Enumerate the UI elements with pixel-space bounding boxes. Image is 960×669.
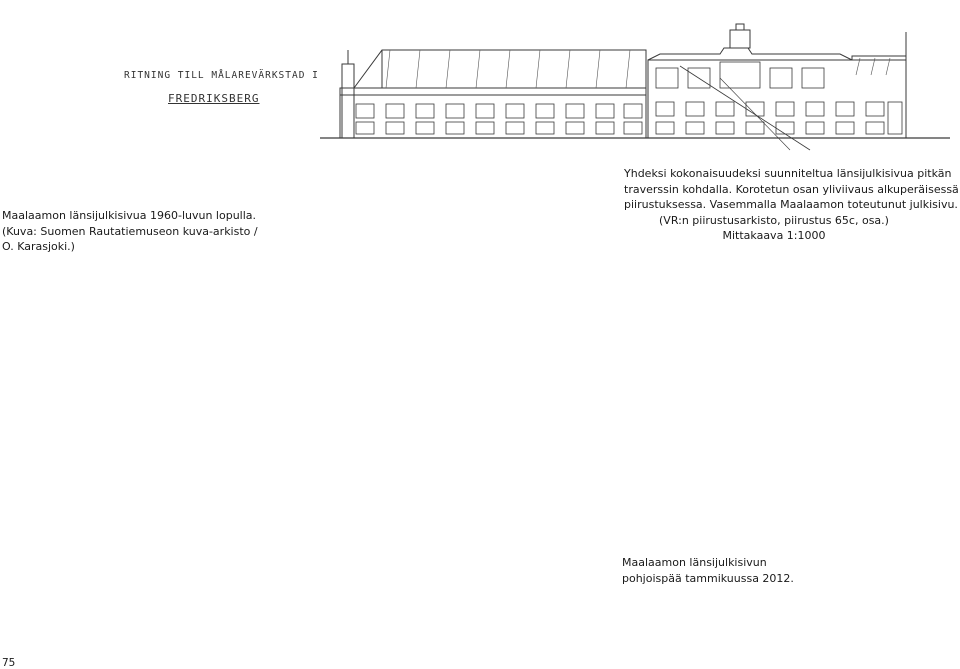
caption-line: (Kuva: Suomen Rautatiemuseon kuva-arkisto / (2, 224, 258, 238)
caption-line: Mittakaava 1:1000 (722, 229, 826, 242)
caption-line: O. Karasjoki.) (2, 240, 75, 253)
caption-line: pohjoispää tammikuussa 2012. (622, 571, 794, 585)
caption-right (624, 166, 959, 244)
caption-line: Maalaamon länsijulkisivua 1960-luvun lopulla. (2, 209, 257, 222)
facade-outline (320, 24, 950, 150)
page-number: 75 (2, 657, 16, 669)
caption-line: (VR:n piirustusarkisto, piirustus 65c, osa.) (659, 213, 889, 227)
drawing-title: RITNING TILL MÅLAREVÄRKSTAD I (124, 70, 319, 81)
caption-line: traverssin kohdalla. Korotetun osan yliviivaus alkuperäisessä (624, 182, 959, 196)
caption-line: Maalaamon länsijulkisivun (622, 556, 767, 569)
caption-bottom (622, 555, 794, 586)
caption-line: Yhdeksi kokonaisuudeksi suunniteltua länsijulkisivua pitkän (624, 167, 952, 180)
caption-left (2, 208, 258, 255)
window-rows (356, 62, 902, 134)
caption-line: piirustuksessa. Vasemmalla Maalaamon toteutunut julkisivu. (624, 198, 958, 211)
drawing-subtitle: FREDRIKSBERG (168, 92, 260, 105)
